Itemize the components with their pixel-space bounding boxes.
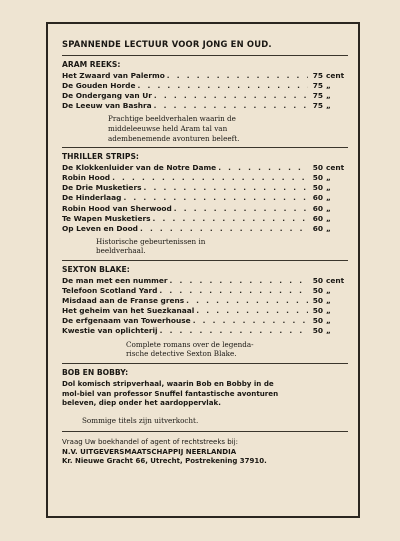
item-price: 75 (312, 81, 323, 91)
list-item (62, 224, 348, 234)
desc-line: Dol komisch stripverhaal, waarin Bob en Bobby in de (62, 378, 274, 388)
section-description (62, 114, 348, 143)
item-unit: „ (326, 173, 331, 183)
item-title: Telefoon Scotland Yard (62, 286, 158, 296)
list-item (62, 326, 348, 336)
desc-line: beeldverhaal. (96, 246, 146, 256)
section-sexton (62, 260, 348, 359)
list-item (62, 81, 348, 91)
list-item (62, 204, 348, 214)
item-price: 50 (312, 173, 323, 183)
item-title: De Leeuw van Bashra (62, 101, 152, 111)
section-description (62, 340, 348, 359)
desc-line: mol-biel van professor Snuffel fantastische avonturen (62, 388, 279, 398)
list-item (62, 286, 348, 296)
item-price: 50 (312, 286, 323, 296)
item-price: 60 (312, 213, 323, 223)
item-unit: „ (326, 193, 331, 203)
item-price: 60 (312, 203, 323, 213)
desc-line: Prachtige beeldverhalen waarin de (108, 114, 236, 124)
item-title: De Ondergang van Ur (62, 91, 152, 101)
page-title: SPANNENDE LECTUUR VOOR JONG EN OUD. (62, 39, 272, 49)
item-price: 75 (312, 71, 323, 80)
item-title: Het Zwaard van Palermo (62, 71, 165, 80)
item-title: Misdaad aan de Franse grens (62, 296, 185, 306)
item-price: 60 (312, 193, 323, 203)
item-price: 50 (312, 296, 323, 306)
item-title: Kwestie van oplichterij (62, 326, 158, 336)
section-title-sexton: SEXTON BLAKE: (62, 265, 130, 274)
section-description (62, 379, 348, 408)
desc-line: adembenemende avonturen beleeft. (108, 133, 240, 143)
item-unit: „ (326, 296, 331, 306)
item-title: De Drie Musketiers (62, 183, 142, 193)
catalog-frame (46, 22, 360, 518)
publisher-name: N.V. UITGEVERSMAATSCHAPPIJ NEERLANDIA (62, 447, 237, 456)
item-title: Robin Hood (62, 173, 111, 183)
list-item (62, 193, 348, 203)
section-bob (62, 363, 348, 425)
item-unit: „ (326, 101, 331, 111)
item-title: Te Wapen Musketiers (62, 213, 151, 223)
sold-out-note: Sommige titels zijn uitverkocht. (82, 416, 199, 426)
item-title: De Gouden Horde (62, 81, 136, 91)
item-unit: cent (326, 276, 345, 285)
item-unit: „ (326, 316, 331, 326)
item-unit: „ (326, 326, 331, 336)
item-price: 75 (312, 101, 323, 111)
list-item (62, 276, 348, 286)
publisher-address: Kr. Nieuwe Gracht 66, Utrecht, Postrekening 37910. (62, 457, 267, 466)
item-price: 50 (312, 306, 323, 316)
desc-line: rische detective Sexton Blake. (126, 349, 237, 359)
section-title-thriller: THRILLER STRIPS: (62, 152, 139, 162)
list-item (62, 173, 348, 183)
section-thriller (62, 147, 348, 256)
publisher-footer (62, 431, 348, 467)
list-item (62, 214, 348, 224)
item-title: De Klokkenluider van de Notre Dame (62, 163, 217, 173)
section-description (62, 237, 348, 256)
item-title: Robin Hood van Sherwood (62, 203, 172, 213)
item-price: 75 (312, 91, 323, 101)
item-unit: „ (326, 286, 331, 296)
list-item (62, 183, 348, 193)
item-unit: cent (326, 163, 345, 173)
item-unit: „ (326, 183, 331, 193)
item-price: 50 (312, 326, 323, 336)
item-title: De man met een nummer (62, 276, 168, 285)
section-title-bob: BOB EN BOBBY: (62, 367, 129, 377)
item-price: 50 (312, 316, 323, 326)
list-item (62, 306, 348, 316)
item-title: De Hinderlaag (62, 193, 122, 203)
desc-line: middeleeuwse held Aram tal van (108, 123, 228, 133)
item-price: 60 (312, 223, 323, 233)
item-price: 50 (312, 276, 323, 285)
list-item (62, 163, 348, 173)
desc-line: beleven, diep onder het aardoppervlak. (62, 398, 221, 408)
item-unit: „ (326, 306, 331, 316)
item-unit: „ (326, 223, 331, 233)
list-item (62, 101, 348, 111)
item-title: Op Leven en Dood (62, 223, 138, 233)
order-instruction: Vraag Uw boekhandel of agent of rechtstreeks bij: (62, 438, 238, 447)
list-item (62, 296, 348, 306)
item-title: De erfgenaam van Towerhouse (62, 316, 191, 326)
list-item (62, 316, 348, 326)
item-unit: „ (326, 213, 331, 223)
list-item (62, 91, 348, 101)
item-unit: „ (326, 203, 331, 213)
item-unit: „ (326, 91, 331, 101)
item-unit: „ (326, 81, 331, 91)
list-item (62, 71, 348, 81)
item-unit: cent (326, 71, 345, 80)
section-aram (62, 55, 348, 143)
desc-line: Historische gebeurtenissen in (96, 236, 206, 246)
desc-line: Complete romans over de legenda- (126, 339, 254, 349)
item-price: 50 (312, 183, 323, 193)
section-title-aram: ARAM REEKS: (62, 60, 121, 69)
item-price: 50 (312, 163, 323, 173)
item-title: Het geheim van het Suezkanaal (62, 306, 195, 316)
